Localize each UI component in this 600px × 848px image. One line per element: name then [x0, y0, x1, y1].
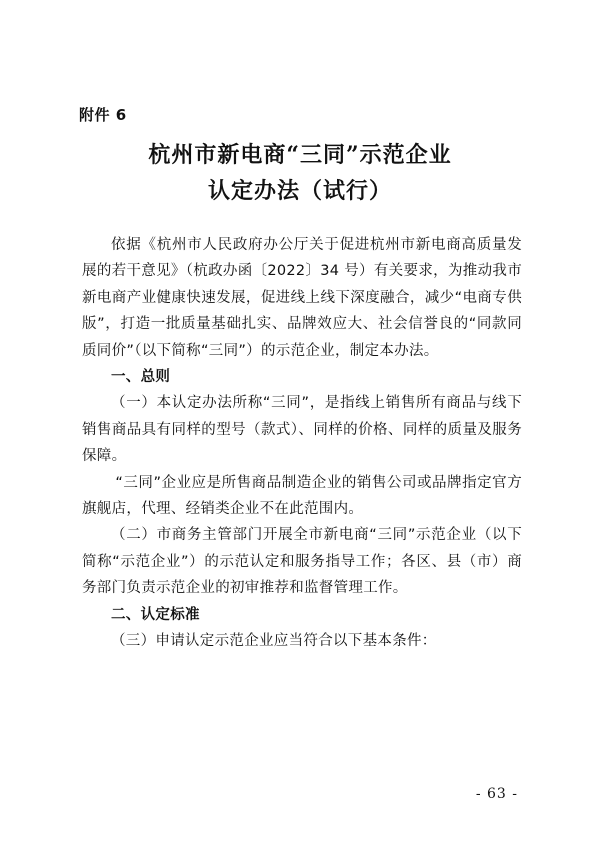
- section-heading-general: 一、总则: [111, 369, 171, 386]
- clause-2-paragraph: （二）市商务主管部门开展全市新电商“三同”示范企业（以下简称“示范企业”）的示范认定和服务指导工作；各区、县（市）商务部门负责示范企业的初审推荐和监督管理工作。: [82, 527, 522, 597]
- document-title-line-2: 认定办法（试行）: [207, 178, 392, 204]
- page-number: - 63 -: [475, 786, 518, 802]
- document-body: [82, 232, 522, 655]
- document-title-line-1: 杭州市新电商“三同”示范企业: [148, 142, 452, 168]
- section-heading-criteria: 二、认定标准: [111, 606, 200, 623]
- clause-1-paragraph: （一）本认定办法所称“三同”，是指线上销售所有商品与线下销售商品具有同样的型号（款式）、同样的价格、同样的质量及服务保障。: [82, 395, 522, 465]
- intro-paragraph: 依据《杭州市人民政府办公厅关于促进杭州市新电商高质量发展的若干意见》（杭政办函〔2022〕34 号）有关要求，为推动我市新电商产业健康快速发展，促进线上线下深度融合，减少“电商专供版”，打造一批质量基础扎实、品牌效应大、社会信誉良的“同款同质同价”（以下简称“三同”）的示范企业，制定本办法。: [82, 237, 522, 359]
- attachment-label: 附件 6: [79, 106, 127, 124]
- clause-3-paragraph: （三）申请认定示范企业应当符合以下基本条件：: [111, 633, 437, 650]
- clause-1-note-paragraph: “三同”企业应是所售商品制造企业的销售公司或品牌指定官方旗舰店，代理、经销类企业不在此范围内。: [82, 474, 522, 518]
